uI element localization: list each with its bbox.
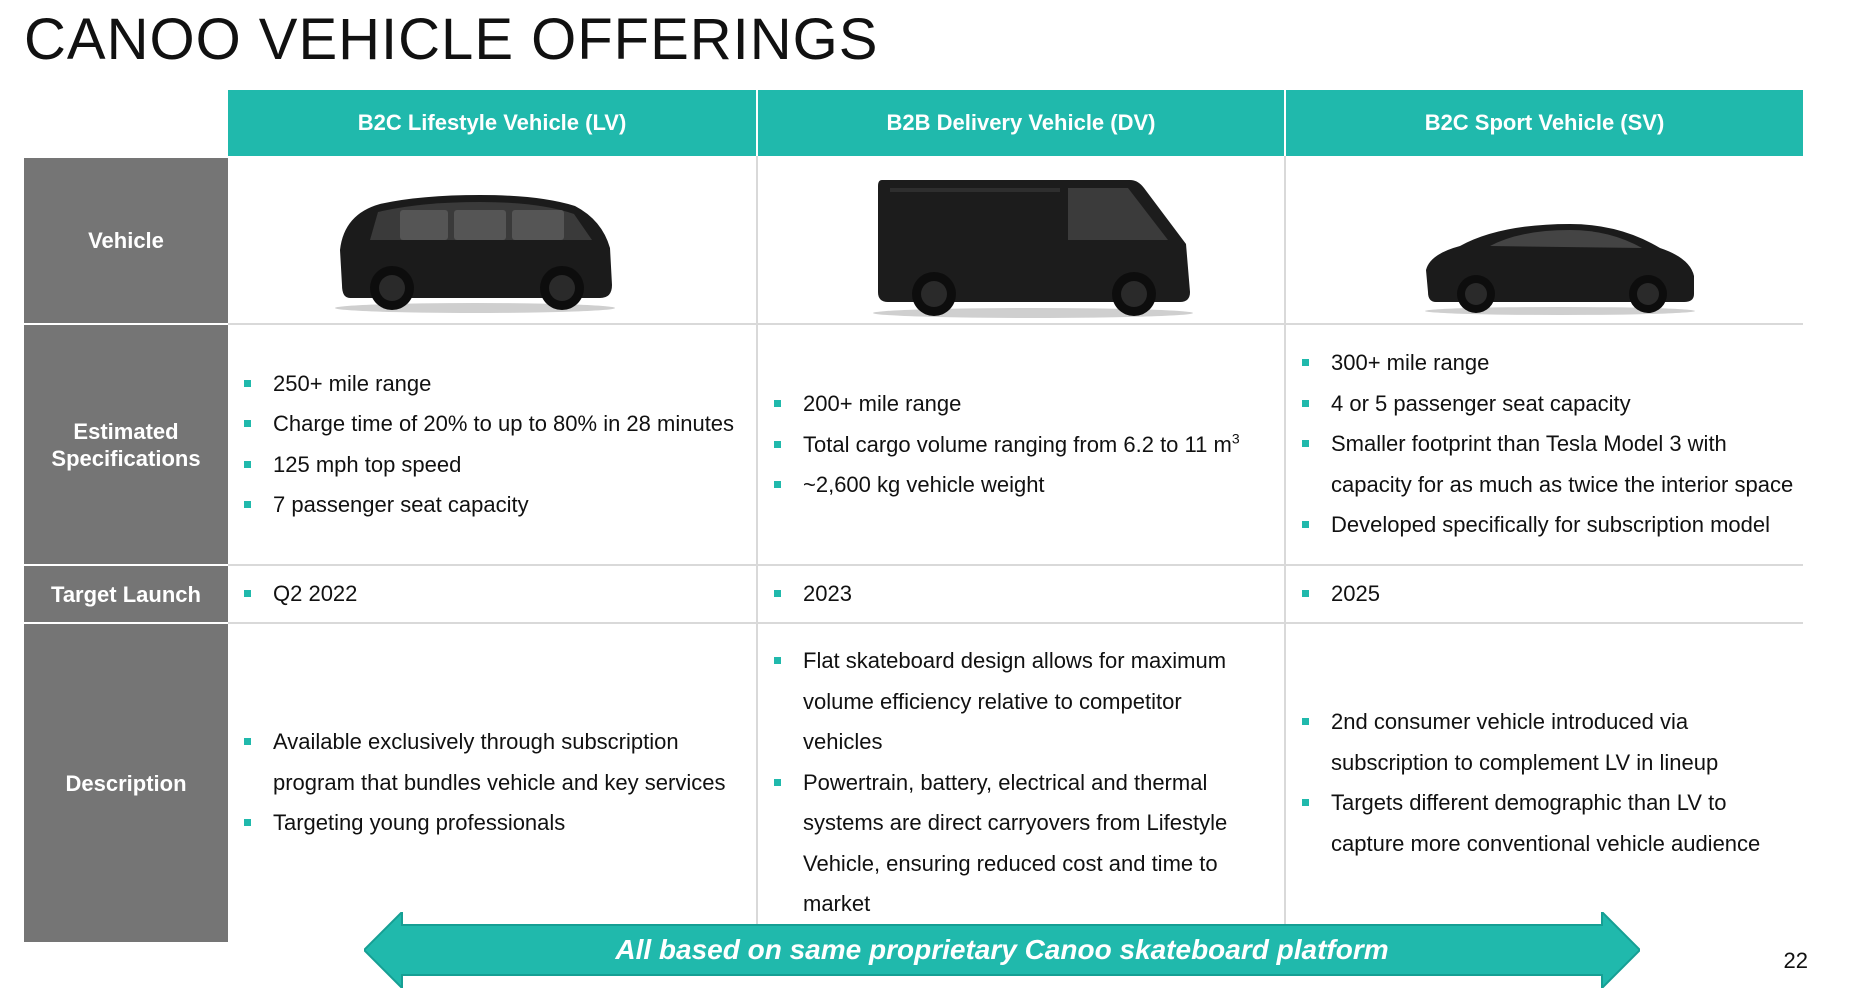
list-item-continuation: market <box>803 891 871 917</box>
specs-delivery <box>758 325 1284 564</box>
list-item: 2025 <box>1286 574 1803 615</box>
list-item: 2023 <box>758 574 1284 615</box>
page-number: 22 <box>1783 948 1808 973</box>
list-item: Targeting young professionals <box>228 803 756 844</box>
list-item: 125 mph top speed <box>228 445 756 486</box>
list-item: 300+ mile range <box>1286 343 1803 384</box>
row-label-target-launch: Target Launch <box>24 566 228 622</box>
list-item: Smaller footprint than Tesla Model 3 with <box>1286 424 1803 465</box>
sport-vehicle-image <box>1420 218 1700 318</box>
list-item: 7 passenger seat capacity <box>228 485 756 526</box>
row-label-description: Description <box>24 624 228 942</box>
list-item: 4 or 5 passenger seat capacity <box>1286 384 1803 425</box>
list-item-continuation: subscription to complement LV in lineup <box>1331 749 1719 775</box>
page-title: CANOO VEHICLE OFFERINGS <box>24 7 879 72</box>
banner-text: All based on same proprietary Canoo skateboard platform <box>615 934 1389 965</box>
header-lifestyle-vehicle: B2C Lifestyle Vehicle (LV) <box>228 90 756 156</box>
row-label-specifications <box>24 325 228 564</box>
list-item-continuation: vehicles <box>803 729 883 755</box>
list-item: Developed specifically for subscription model <box>1286 505 1803 546</box>
header-sport-vehicle: B2C Sport Vehicle (SV) <box>1286 90 1803 156</box>
launch-delivery <box>758 566 1284 622</box>
list-item: Powertrain, battery, electrical and thermal <box>758 763 1284 804</box>
launch-lifestyle <box>228 566 756 622</box>
superscript: 3 <box>1231 430 1240 447</box>
list-item: Targets different demographic than LV to <box>1286 783 1803 824</box>
row-label-vehicle: Vehicle <box>24 158 228 323</box>
list-item-continuation: capacity for as much as twice the interior space <box>1331 471 1794 497</box>
lifestyle-vehicle-image <box>330 190 620 315</box>
description-lifestyle <box>228 624 756 942</box>
specs-sport <box>1286 325 1803 564</box>
list-item: 200+ mile range <box>758 384 1284 425</box>
header-delivery-vehicle: B2B Delivery Vehicle (DV) <box>758 90 1284 156</box>
row-label-specs-line1: Estimated <box>73 418 179 444</box>
cargo-volume-text: Total cargo volume ranging from 6.2 to 11 m <box>803 431 1232 457</box>
description-sport <box>1286 624 1803 942</box>
list-item-continuation: Vehicle, ensuring reduced cost and time to <box>803 850 1218 876</box>
list-item: Charge time of 20% to up to 80% in 28 minutes <box>228 404 756 445</box>
list-item: 2nd consumer vehicle introduced via <box>1286 702 1803 743</box>
list-item: Available exclusively through subscription <box>228 722 756 763</box>
list-item: Q2 2022 <box>228 574 756 615</box>
list-item-continuation: program that bundles vehicle and key services <box>273 769 726 795</box>
list-item: 250+ mile range <box>228 364 756 405</box>
specs-lifestyle <box>228 325 756 564</box>
list-item: ~2,600 kg vehicle weight <box>758 465 1284 506</box>
list-item-continuation: systems are direct carryovers from Lifestyle <box>803 810 1228 836</box>
row-label-specs-line2: Specifications <box>51 445 201 471</box>
delivery-vehicle-image <box>868 170 1198 320</box>
list-item-continuation: capture more conventional vehicle audience <box>1331 830 1761 856</box>
list-item <box>758 425 1284 466</box>
list-item: Flat skateboard design allows for maximum <box>758 641 1284 682</box>
description-delivery <box>758 624 1284 942</box>
launch-sport <box>1286 566 1803 622</box>
list-item-continuation: volume efficiency relative to competitor <box>803 688 1182 714</box>
